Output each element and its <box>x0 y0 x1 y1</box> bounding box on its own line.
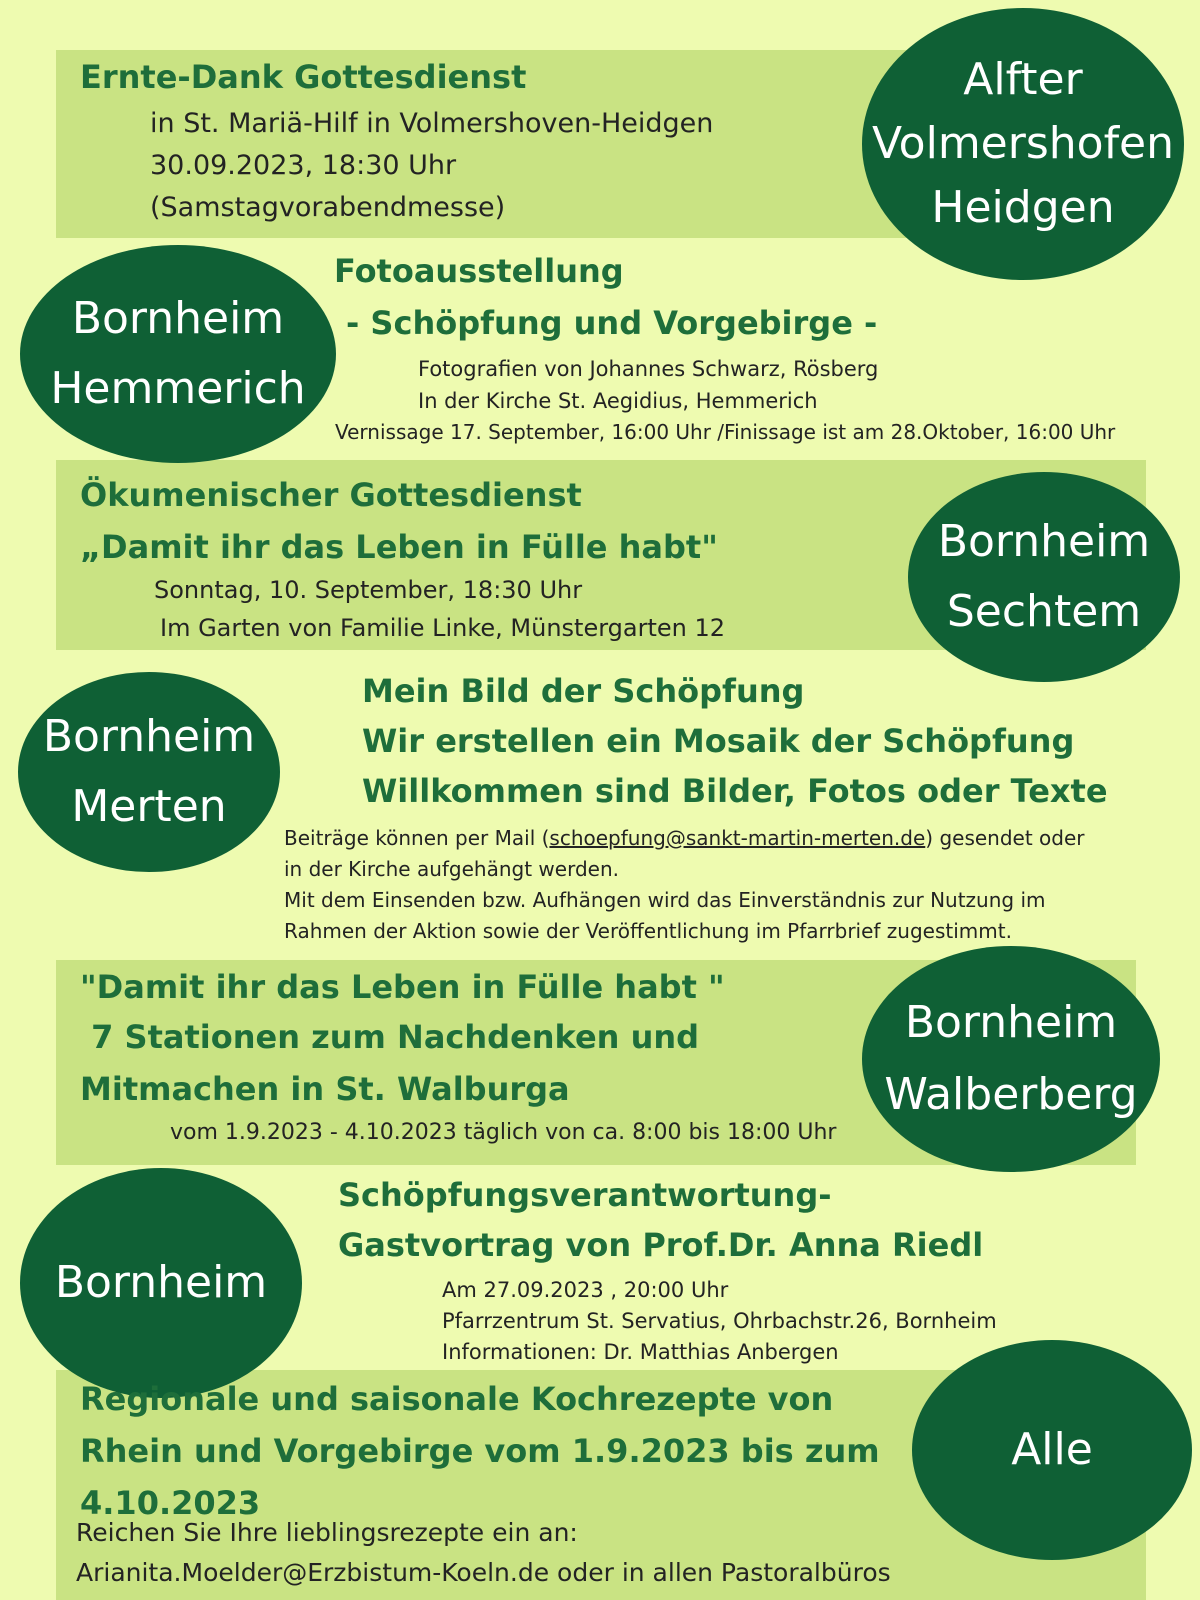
location-line: Bornheim <box>54 1257 268 1308</box>
text-suffix: ) gesendet oder <box>925 826 1085 850</box>
event-detail-text: In der Kirche St. Aegidius, Hemmerich <box>418 389 818 413</box>
event-location-text: Im Garten von Familie Linke, Münstergarten 12 <box>160 614 726 642</box>
location-badge-bornheim <box>20 1168 302 1398</box>
event-heading: 4.10.2023 <box>80 1484 261 1522</box>
location-line: Bornheim <box>71 293 285 344</box>
event-detail-text <box>284 826 1085 850</box>
event-detail-text: Reichen Sie Ihre lieblingsrezepte ein an: <box>76 1518 578 1547</box>
event-detail-text: Vernissage 17. September, 16:00 Uhr /Finissage ist am 28.Oktober, 16:00 Uhr <box>335 420 1116 444</box>
location-line: Merten <box>71 781 227 832</box>
location-line: Alle <box>1011 1424 1093 1475</box>
location-line: Heidgen <box>931 182 1115 233</box>
location-badge-walberberg <box>862 946 1160 1172</box>
event-date-text: Sonntag, 10. September, 18:30 Uhr <box>154 576 583 604</box>
event-heading: Mitmachen in St. Walburga <box>80 1070 570 1108</box>
event-date-text: 30.09.2023, 18:30 Uhr <box>150 150 457 181</box>
location-line: Bornheim <box>937 516 1151 567</box>
event-contact-text: Informationen: Dr. Matthias Anbergen <box>442 1340 839 1364</box>
event-detail-text: in der Kirche aufgehängt werden. <box>284 857 619 881</box>
location-line: Hemmerich <box>50 363 306 414</box>
event-subtitle: „Damit ihr das Leben in Fülle habt" <box>80 528 718 566</box>
location-line: Bornheim <box>904 997 1118 1048</box>
event-contact-text: Arianita.Moelder@Erzbistum-Koeln.de oder in allen Pastoralbüros <box>76 1558 891 1587</box>
event-title: Ernte-Dank Gottesdienst <box>80 58 527 96</box>
location-line: Walberberg <box>884 1069 1138 1120</box>
event-heading: 7 Stationen zum Nachdenken und <box>80 1018 700 1056</box>
event-heading: Regionale und saisonale Kochrezepte von <box>80 1380 834 1418</box>
event-detail-text: Rahmen der Aktion sowie der Veröffentlichung im Pfarrbrief zugestimmt. <box>284 919 1012 943</box>
event-location-text: Pfarrzentrum St. Servatius, Ohrbachstr.26, Bornheim <box>442 1309 997 1333</box>
event-detail-text: Fotografien von Johannes Schwarz, Rösberg <box>418 357 879 381</box>
location-line: Alfter <box>963 54 1083 105</box>
text-prefix: Beiträge können per Mail ( <box>284 826 550 850</box>
event-detail-text: Mit dem Einsenden bzw. Aufhängen wird das Einverständnis zur Nutzung im <box>284 888 1046 912</box>
event-note-text: (Samstagvorabendmesse) <box>150 192 506 223</box>
event-heading: Rhein und Vorgebirge vom 1.9.2023 bis zum <box>80 1432 880 1470</box>
location-line: Volmershofen <box>871 118 1175 169</box>
event-date-text: vom 1.9.2023 - 4.10.2023 täglich von ca. 8:00 bis 18:00 Uhr <box>170 1120 837 1145</box>
location-badge-alle <box>912 1340 1192 1560</box>
location-badge-sechtem <box>908 472 1180 682</box>
location-badge-merten <box>18 672 280 872</box>
event-heading: Schöpfungsverantwortung- <box>338 1176 832 1214</box>
event-location-text: in St. Mariä-Hilf in Volmershoven-Heidgen <box>150 108 714 139</box>
event-title: Fotoausstellung <box>334 252 624 290</box>
event-heading: Mein Bild der Schöpfung <box>362 672 805 710</box>
event-heading: Gastvortrag von Prof.Dr. Anna Riedl <box>338 1226 984 1264</box>
event-heading: Wir erstellen ein Mosaik der Schöpfung <box>362 722 1075 760</box>
event-date-text: Am 27.09.2023 , 20:00 Uhr <box>442 1278 729 1302</box>
event-title: Ökumenischer Gottesdienst <box>80 476 582 514</box>
location-line: Sechtem <box>946 586 1142 637</box>
event-heading: "Damit ihr das Leben in Fülle habt " <box>80 968 725 1006</box>
location-badge-hemmerich <box>20 245 336 463</box>
event-subtitle: - Schöpfung und Vorgebirge - <box>346 304 878 342</box>
email-link[interactable]: schoepfung@sankt-martin-merten.de <box>549 826 926 850</box>
event-heading: Willkommen sind Bilder, Fotos oder Texte <box>362 772 1108 810</box>
location-badge-alfter <box>862 8 1184 280</box>
location-line: Bornheim <box>42 711 256 762</box>
